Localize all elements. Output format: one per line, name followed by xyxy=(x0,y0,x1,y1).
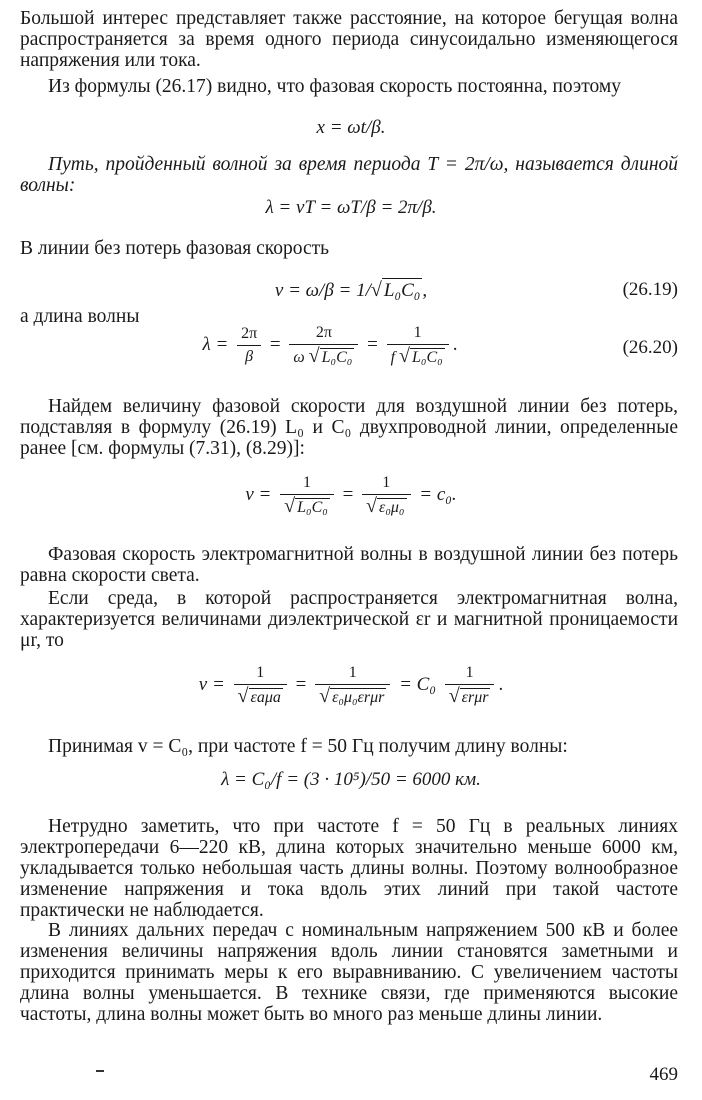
fraction: $\frac{1}{\text{√ L₀C₀}}$ xyxy=(280,474,334,517)
paragraph-wavelength-definition: Путь, пройденный волной за время периода T = 2π/ω, называется длиной волны: xyxy=(20,154,678,196)
equation-number-26-20: (26.20) xyxy=(622,337,678,358)
equation-26-20: λ = $\frac{2\pi}{\beta}$ = $\frac{2\pi}{\text{ω √ L₀C₀}}$ = $\frac{1}{\text{f √ L₀C₀}}$ . xyxy=(202,324,458,367)
fraction: $\frac{1}{\text{√ εaμa}}$ xyxy=(234,664,287,707)
paragraph-long-lines: В линиях дальних передач с номинальным напряжением 500 кВ и более изменения величины напряжения вдоль линии становятся заметными и приходится принимать меры к его выравниванию. С увеличением частоты длина волны уменьшается. В технике связи, где применяются высокие частоты, длина волны может быть во много раз меньше длины линии. xyxy=(20,920,678,1025)
paragraph-lossless-line: В линии без потерь фазовая скорость xyxy=(20,238,330,259)
page-mark xyxy=(96,1070,104,1072)
fraction: $\frac{1}{\text{√ ε₀μ₀}}$ xyxy=(362,474,410,517)
paragraph-taking-v: Принимая v = C₀, при частоте f = 50 Гц получим длину волны: xyxy=(48,736,568,757)
equation-x: x = ωt/β. xyxy=(316,117,386,138)
fraction: $\frac{1}{\text{√ εrμr}}$ xyxy=(445,664,495,707)
paragraph-air-line: Найдем величину фазовой скорости для воздушной линии без потерь, подставляя в формулу (26.19) L₀ и C₀ двухпроводной линии, определенные ранее [см. формулы (7.31), (8.29)]: xyxy=(20,396,678,459)
paragraph-real-lines: Нетрудно заметить, что при частоте f = 50 Гц в реальных линиях электропередачи 6—220 кВ, длина которых значительно меньше 6000 км, укладывается только небольшая часть длины волны. Поэтому волнообразное изменение напряжения и тока вдоль этих линий при такой частоте практически не наблюдается. xyxy=(20,816,678,921)
paragraph-medium: Если среда, в которой распространяется электромагнитная волна, характеризуется величинами диэлектрической εr и магнитной проницаемости μr, то xyxy=(20,588,678,651)
equation-number-26-19: (26.19) xyxy=(622,279,678,300)
equation-speed-of-light: v = $\frac{1}{\text{√ L₀C₀}}$ = $\frac{1}{\text{√ ε₀μ₀}}$ = c₀. xyxy=(245,474,457,517)
paragraph-wave-distance: Большой интерес представляет также расстояние, на которое бегущая волна распространяется за время одного периода синусоидально изменяющегося напряжения или тока. xyxy=(20,8,678,71)
fraction: $\frac{1}{\text{√ ε₀μ₀εrμr}}$ xyxy=(315,664,390,707)
paragraph-light-speed: Фазовая скорость электромагнитной волны в воздушной линии без потерь равна скорости света. xyxy=(20,544,678,586)
equation-wavelength: λ = vT = ωT/β = 2π/β. xyxy=(265,197,437,218)
paragraph-phase-velocity-constant: Из формулы (26.17) видно, что фазовая скорость постоянна, поэтому xyxy=(48,76,622,97)
equation-wavelength-50hz: λ = C₀/f = (3 · 10⁵)/50 = 6000 км. xyxy=(221,769,481,790)
page-number: 469 xyxy=(649,1064,678,1085)
fraction: $\frac{1}{\text{f √ L₀C₀}}$ xyxy=(387,324,449,367)
equation-medium-velocity: v = $\frac{1}{\text{√ εaμa}}$ = $\frac{1}{\text{√ ε₀μ₀εrμr}}$ = C₀ $\frac{1}{\text{√ εrμr}}$ . xyxy=(198,664,504,707)
equation-26-19: v = ω/β = 1/√ L₀C₀ , xyxy=(274,279,428,301)
fraction: $\frac{2\pi}{\text{ω √ L₀C₀}}$ xyxy=(289,324,358,367)
fraction: $\frac{2\pi}{\beta}$ xyxy=(237,325,261,366)
paragraph-wavelength-label: а длина волны xyxy=(20,306,140,327)
